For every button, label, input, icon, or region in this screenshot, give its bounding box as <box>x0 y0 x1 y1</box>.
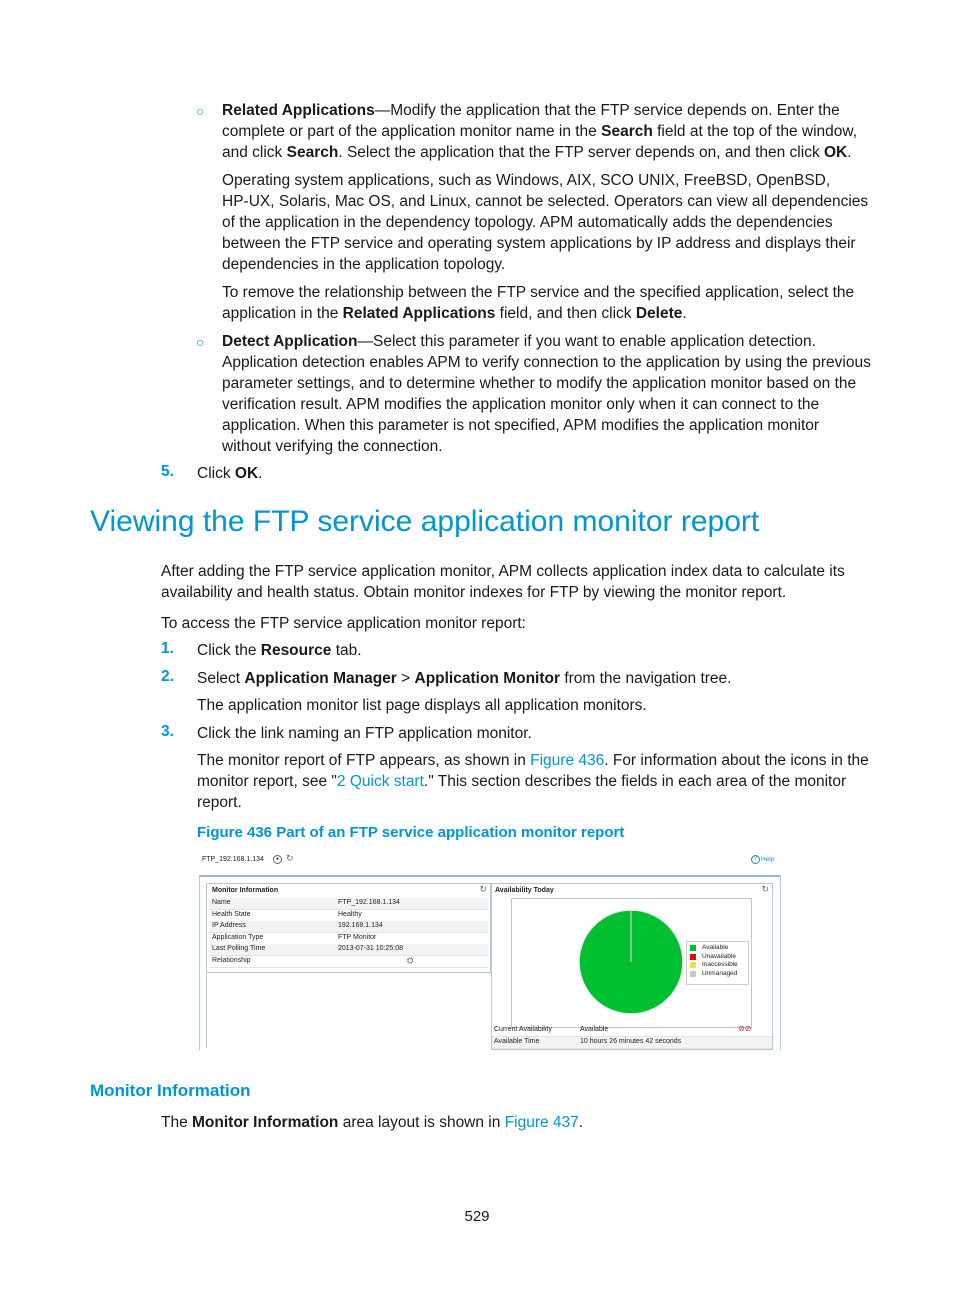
legend-swatch <box>690 945 696 951</box>
access-line: To access the FTP service application monitor report: <box>161 615 526 632</box>
text-run: field, and then click <box>495 305 636 322</box>
text-line: between the FTP service and operating system applications by IP address and displays their <box>222 235 856 252</box>
step3-note <box>197 750 869 813</box>
field-value: Available <box>580 1026 609 1033</box>
text-run: . <box>682 305 687 322</box>
text-line: dependencies in the application topology. <box>222 256 506 273</box>
figure-caption: Figure 436 Part of an FTP service application monitor report <box>197 824 625 841</box>
field-label: IP Address <box>212 922 246 929</box>
text-run: . <box>578 1114 584 1131</box>
legend-swatch <box>690 962 696 968</box>
subheading: Monitor Information <box>90 1081 251 1100</box>
legend-label: Unmanaged <box>702 969 738 977</box>
field-label: Relationship <box>212 957 251 964</box>
text-run: from the navigation tree. <box>560 670 732 687</box>
bold-text: Delete <box>635 305 683 322</box>
bold-text: Detect Application <box>222 333 358 350</box>
text-line: Operating system applications, such as Windows, AIX, SCO UNIX, FreeBSD, OpenBSD, <box>222 172 831 189</box>
text-line <box>222 436 871 457</box>
pie-chart-frame <box>511 898 752 1028</box>
table-row <box>209 956 488 968</box>
field-value: Healthy <box>338 911 362 918</box>
text-line <box>222 121 857 142</box>
step-text <box>197 668 731 689</box>
text-line <box>222 282 854 303</box>
monitor-info-line <box>161 1112 583 1133</box>
text-run: Application detection enables APM to verify connection to the application by using the previous <box>222 354 871 371</box>
bold-text: Search <box>286 144 339 161</box>
legend-label: Inaccessible <box>702 961 738 968</box>
panel-edge <box>206 973 490 1048</box>
text-run: field at the top of the window, <box>652 123 858 140</box>
help-link[interactable]: Help <box>761 856 775 863</box>
text-line: After adding the FTP service application monitor, APM collects application index data to calculate its <box>161 563 845 580</box>
monitor-report-screenshot <box>199 851 781 1049</box>
text-line <box>222 331 871 352</box>
bold-text: OK <box>824 144 848 161</box>
bold-text: OK <box>234 465 259 482</box>
step-number: 5. <box>161 463 174 480</box>
page-number: 529 <box>464 1208 490 1225</box>
legend-item-unavailable <box>687 953 748 962</box>
text-run: . For information about the icons in the <box>604 752 869 769</box>
text-run: verification result. APM modifies the application monitor only when it can connect to the <box>222 396 820 413</box>
text-line: of the application in the dependency topology. APM automatically adds the dependencies <box>222 214 833 231</box>
text-run: The <box>161 1114 193 1131</box>
text-line <box>222 394 871 415</box>
section-heading: Viewing the FTP service application monitor report <box>90 505 760 538</box>
text-run: complete or part of the application monitor name in the <box>222 123 602 140</box>
bold-text: Application Monitor <box>414 670 561 687</box>
text-line <box>197 750 869 771</box>
legend-item-unmanaged <box>687 970 748 979</box>
monitor-info-panel <box>206 883 491 973</box>
text-run: Click <box>197 465 235 482</box>
bold-text: Application Manager <box>244 670 397 687</box>
field-label: Available Time <box>494 1038 540 1045</box>
bold-text: Related Applications <box>342 305 496 322</box>
field-value: 192.168.1.134 <box>338 922 383 929</box>
legend-swatch <box>690 954 696 960</box>
legend-label: Unavailable <box>702 952 736 960</box>
text-run: tab. <box>331 642 362 659</box>
bold-text: Monitor Information <box>192 1114 339 1131</box>
bold-text: Resource <box>260 642 332 659</box>
text-run: Click the link naming an FTP application monitor. <box>197 725 532 742</box>
field-label: Name <box>212 899 231 906</box>
field-value: FTP_192.168.1.134 <box>338 899 400 906</box>
bold-text: Related Applications <box>222 102 375 119</box>
refresh-icon[interactable]: ↻ <box>286 853 294 863</box>
text-run: report. <box>197 794 242 811</box>
cross-reference-link[interactable]: 2 Quick start <box>336 773 424 790</box>
legend-swatch <box>690 971 696 977</box>
text-line <box>222 303 854 324</box>
legend-label: Available <box>702 944 729 951</box>
text-run: area layout is shown in <box>338 1114 505 1131</box>
remove-relationship-paragraph <box>222 282 854 324</box>
settings-icon[interactable]: ● <box>273 855 282 864</box>
text-run: parameter settings, and to determine whether to modify the application monitor based on the <box>222 375 857 392</box>
field-label: Health State <box>212 911 251 918</box>
text-run: Select <box>197 670 245 687</box>
text-run: . <box>847 144 852 161</box>
step-text <box>197 640 362 661</box>
cross-reference-link[interactable]: Figure 436 <box>530 752 605 769</box>
step-number: 2. <box>161 668 174 685</box>
panel-title: Monitor Information <box>212 887 279 894</box>
step-number: 3. <box>161 723 174 740</box>
intro-paragraph <box>161 561 845 603</box>
field-label: Last Polling Time <box>212 945 266 952</box>
step2-note: The application monitor list page displays all application monitors. <box>197 697 647 714</box>
text-line: HP-UX, Solaris, Mac OS, and Linux, cannot be selected. Operators can view all dependencies <box>222 193 869 210</box>
text-run: without verifying the connection. <box>222 438 443 455</box>
bullet-icon: ○ <box>196 334 205 350</box>
text-line: availability and health status. Obtain monitor indexes for FTP by viewing the monitor report. <box>161 584 787 601</box>
monitor-title[interactable]: FTP_192.168.1.134 <box>202 856 264 863</box>
related-applications-text <box>222 100 857 163</box>
cross-reference-link[interactable]: Figure 437 <box>504 1114 579 1131</box>
text-run: monitor report, see " <box>197 773 337 790</box>
text-line <box>197 792 869 813</box>
table-row <box>209 898 488 910</box>
table-row <box>209 944 488 956</box>
text-run: —Select this parameter if you want to enable application detection. <box>357 333 816 350</box>
table-row <box>209 921 488 933</box>
table-row <box>492 1037 772 1049</box>
text-line <box>222 100 857 121</box>
bullet-icon: ○ <box>196 103 205 119</box>
field-value: FTP Monitor <box>338 934 377 941</box>
field-value: 10 hours 26 minutes 42 seconds <box>580 1038 682 1045</box>
text-run: The monitor report of FTP appears, as shown in <box>197 752 531 769</box>
panel-title: Availability Today <box>495 887 554 894</box>
text-line <box>222 373 871 394</box>
alarm-icon[interactable]: ⊘⊘ <box>738 1024 752 1033</box>
field-value: 2013-07-31 10:25:08 <box>338 945 403 952</box>
text-run: . <box>258 465 263 482</box>
step-text <box>197 723 532 744</box>
text-line <box>222 415 871 436</box>
text-line <box>222 142 857 163</box>
text-run: and click <box>222 144 287 161</box>
field-label: Current Availability <box>494 1026 552 1033</box>
legend-item-available <box>687 944 748 953</box>
table-row <box>492 1025 772 1037</box>
text-run: application. When this parameter is not specified, APM modifies the application monitor <box>222 417 820 434</box>
relationship-icon[interactable]: ⛭ <box>407 956 414 965</box>
detect-application-text <box>222 331 871 457</box>
text-run: application in the <box>222 305 343 322</box>
refresh-icon[interactable]: ↻ <box>479 884 487 894</box>
step-number: 1. <box>161 640 174 657</box>
text-run: To remove the relationship between the FTP service and the specified application, select the <box>222 284 855 301</box>
help-icon[interactable]: ? <box>751 855 760 864</box>
step-text <box>197 463 262 484</box>
text-line <box>222 352 871 373</box>
text-run: . Select the application that the FTP server depends on, and then click <box>338 144 824 161</box>
text-run: Click the <box>197 642 261 659</box>
field-label: Application Type <box>212 934 264 941</box>
legend <box>686 941 749 985</box>
text-run: —Modify the application that the FTP service depends on. Enter the <box>374 102 840 119</box>
availability-panel <box>491 883 773 1050</box>
text-line <box>197 771 869 792</box>
text-run: > <box>396 670 415 687</box>
legend-item-inaccessible <box>687 961 748 970</box>
bold-text: Search <box>601 123 653 140</box>
os-applications-paragraph <box>222 170 868 275</box>
text-run: ." This section describes the fields in each area of the monitor <box>423 773 847 790</box>
refresh-icon[interactable]: ↻ <box>761 884 769 894</box>
